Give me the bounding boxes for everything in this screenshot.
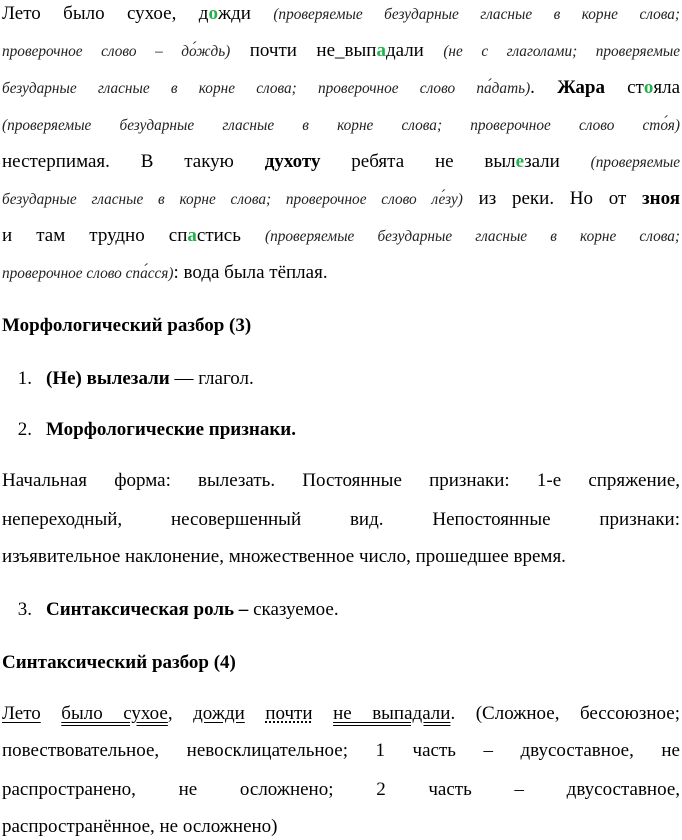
text: сказуемое. — [248, 599, 339, 620]
synt-line-1 — [2, 702, 680, 726]
morph-text-1: Начальная форма: вылезать. Постоянные признаки: 1-е спряжение, — [2, 470, 680, 491]
text: стись — [196, 225, 241, 246]
note: (проверяемые безударные гласные в корне слова; — [273, 6, 681, 23]
adverbial-word: почти — [265, 703, 313, 724]
text: и там трудно сп — [2, 225, 188, 246]
text: дали — [385, 40, 424, 61]
text: яла — [653, 77, 680, 98]
bold-word: (Не) вылезали — [46, 368, 170, 389]
morph-item-2 — [2, 418, 296, 442]
predicate-word: было сухое — [61, 703, 168, 724]
item-number: 3. — [17, 599, 32, 620]
text: — глагол. — [169, 368, 254, 389]
para1-line3 — [2, 76, 680, 101]
morph-text-2: непереходный, несовершенный вид. Непостоянные признаки: — [2, 509, 680, 530]
synt-line-3: распространено, не осложнено; 2 часть – двусоставное, — [2, 779, 680, 800]
highlight-vowel: е — [515, 151, 525, 172]
synt-heading: Синтаксический разбор (4) — [2, 652, 236, 673]
text: . — [530, 77, 535, 98]
synt-line-2: повествовательное, невосклицательное; 1 часть – двусоставное, не — [2, 740, 680, 761]
bold-word: Синтаксическая роль – — [46, 599, 249, 620]
text: : вода была тёплая. — [173, 262, 328, 283]
bold-word: духоту — [264, 151, 321, 172]
para1-line6 — [2, 187, 680, 212]
para1-line7 — [2, 224, 680, 249]
subject-word: дожди — [193, 703, 245, 724]
text: жди — [217, 3, 251, 24]
para1-line8 — [2, 261, 328, 286]
text: , — [167, 703, 173, 724]
para1-line5 — [2, 150, 680, 175]
morph-item-1 — [2, 367, 254, 391]
highlight-vowel: о — [208, 3, 218, 24]
predicate-word: не выпадали — [333, 703, 451, 724]
highlight-vowel: а — [187, 225, 197, 246]
morph-text-3: изъявительное наклонение, множественное число, прошедшее время. — [2, 546, 566, 567]
para1-line2 — [2, 39, 680, 64]
item-number: 1. — [17, 368, 32, 389]
note: безударные гласные в корне слова; проверочное слово па́дать) — [2, 80, 531, 97]
note: (проверяемые — [590, 154, 681, 171]
subject-word: Лето — [2, 703, 41, 724]
para1-line1 — [2, 2, 680, 27]
note: проверочное слово спа́сся) — [2, 265, 174, 282]
bold-word: Жара — [557, 77, 605, 98]
morph-item-3 — [2, 598, 339, 622]
bold-word: Морфологические признаки. — [46, 419, 296, 440]
note: (проверяемые безударные гласные в корне слова; проверочное слово сто́я) — [2, 117, 680, 134]
text: почти не_вып — [249, 40, 377, 61]
note: (не с глаголами; проверяемые — [443, 43, 680, 60]
highlight-vowel: о — [643, 77, 654, 98]
text: зали — [524, 151, 560, 172]
highlight-vowel: а — [376, 40, 386, 61]
note: проверочное слово – до́ждь) — [2, 43, 231, 60]
text: ребята не выл — [351, 151, 516, 172]
synt-line-4: распространённое, не осложнено) — [2, 816, 278, 837]
morph-heading: Морфологический разбор (3) — [2, 315, 252, 336]
text: из реки. Но от — [478, 188, 627, 209]
note: безударные гласные в корне слова; проверочное слово ле́зу) — [2, 191, 463, 208]
text: ст — [627, 77, 644, 98]
text: нестерпимая. В такую — [2, 151, 234, 172]
text: . (Сложное, бессоюзное; — [450, 703, 680, 724]
bold-word: зноя — [642, 188, 681, 209]
note: (проверяемые безударные гласные в корне слова; — [265, 228, 681, 245]
item-number: 2. — [17, 419, 32, 440]
para1-line4 — [2, 113, 680, 138]
text: Лето было сухое, д — [2, 3, 209, 24]
